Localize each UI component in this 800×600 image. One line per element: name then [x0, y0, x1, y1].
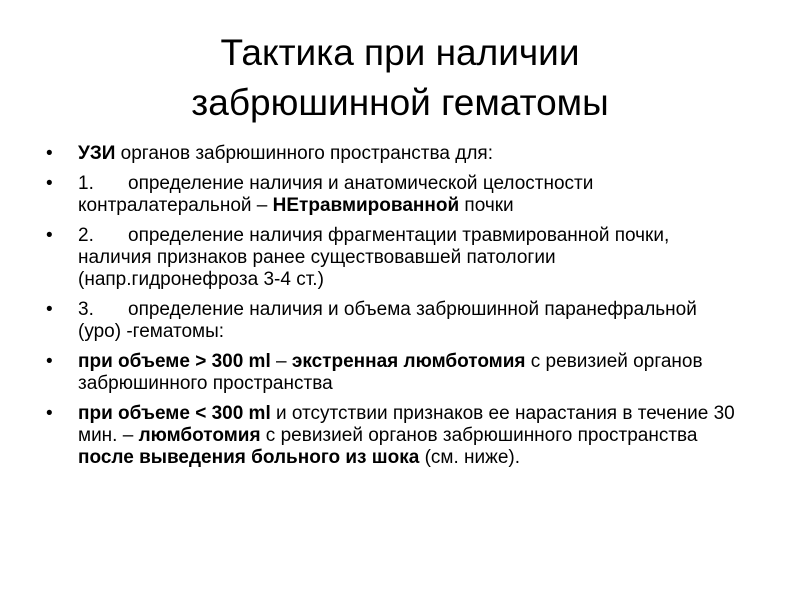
bullet-item-volume-under-300 [46, 403, 736, 469]
slide-title-line-2: забрюшинной гематомы [191, 82, 609, 123]
bullet-marker: • [46, 143, 53, 164]
bullet-bold-text: при объеме < 300 ml [78, 403, 271, 424]
bullet-number: 2. [78, 225, 94, 246]
bullet-text: (см. ниже). [419, 447, 521, 468]
bullet-text: определение наличия фрагментации травмированной почки, наличия признаков ранее существовавшей патологии (напр.гидронефроза 3-4 ст.) [78, 225, 670, 290]
bullet-bold-text: экстренная люмботомия [291, 351, 526, 372]
bullet-marker: • [46, 299, 53, 320]
bullet-text: почки [459, 195, 514, 216]
bullet-marker: • [46, 403, 53, 424]
bullet-list [46, 143, 736, 477]
bullet-text: определение наличия и анатомической целостности контралатеральной – [78, 173, 594, 216]
bullet-text: с ревизией органов забрюшинного пространства [78, 351, 703, 394]
bullet-number: 3. [78, 299, 94, 320]
bullet-text: определение наличия и объема забрюшинной паранефральной (уро) -гематомы: [78, 299, 697, 342]
bullet-bold-text: после выведения больного из шока [78, 447, 420, 468]
bullet-number: 1. [78, 173, 94, 194]
bullet-text: – [270, 351, 292, 372]
bullet-text: органов забрюшинного пространства для: [115, 143, 493, 164]
bullet-marker: • [46, 225, 53, 246]
bullet-text: и отсутствии признаков ее нарастания в течение 30 мин. – [78, 403, 735, 446]
bullet-item-ultrasound [46, 143, 736, 165]
bullet-marker: • [46, 173, 53, 194]
bullet-bold-text: УЗИ [78, 143, 116, 164]
bullet-bold-text: при объеме > 300 ml [78, 351, 271, 372]
slide-title [40, 28, 760, 128]
bullet-bold-text: НЕтравмированной [272, 195, 460, 216]
bullet-item-1 [46, 173, 736, 217]
bullet-text: с ревизией органов забрюшинного пространства [260, 425, 698, 446]
bullet-bold-text: люмботомия [138, 425, 261, 446]
slide-title-line-1: Тактика при наличии [220, 32, 580, 73]
bullet-item-volume-over-300 [46, 351, 736, 395]
bullet-marker: • [46, 351, 53, 372]
bullet-item-3 [46, 299, 736, 343]
bullet-item-2 [46, 225, 736, 291]
